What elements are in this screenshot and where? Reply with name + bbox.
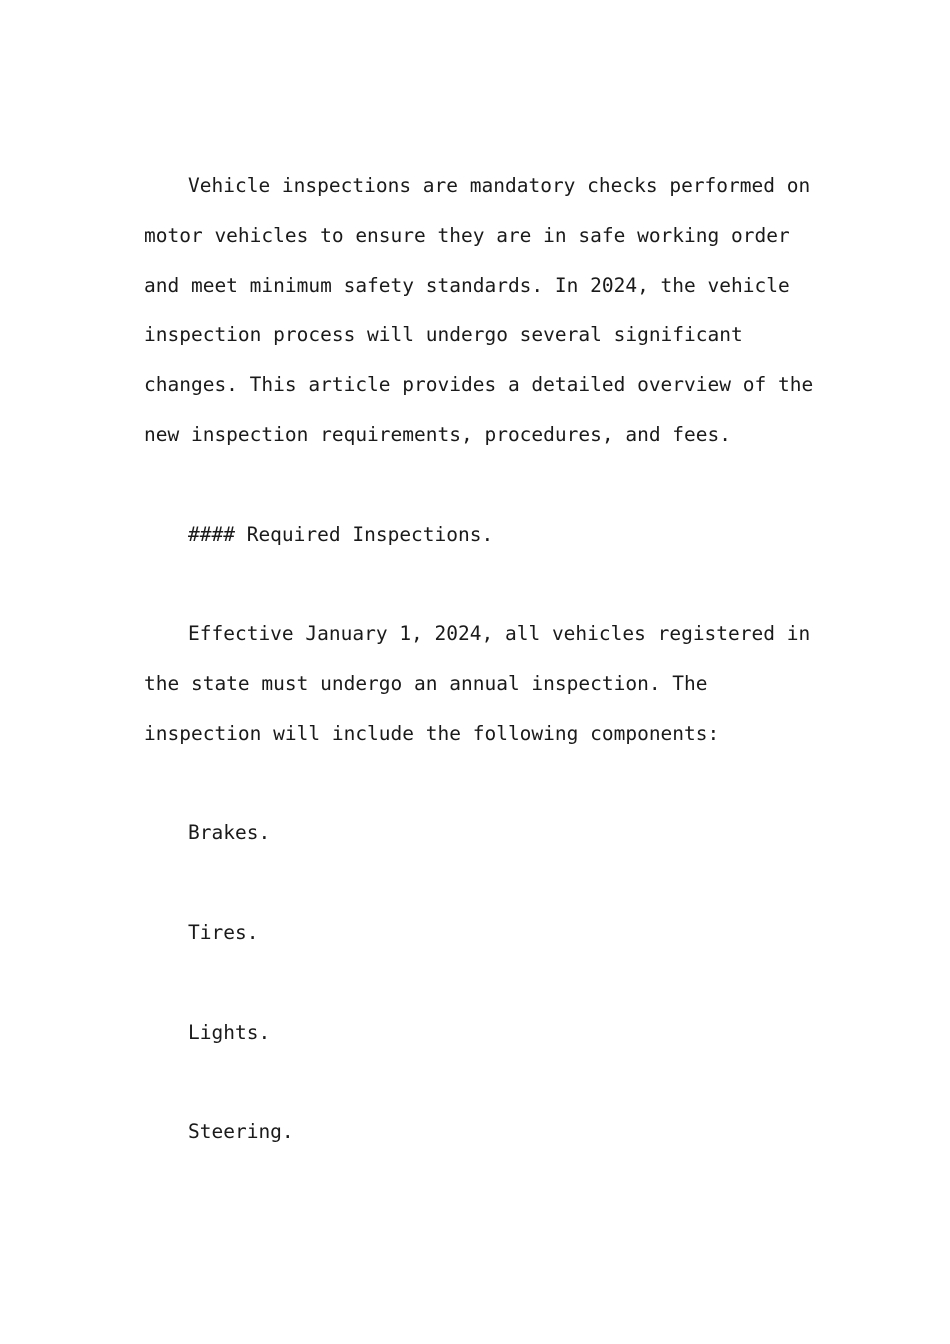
component-item-brakes: Brakes. [188, 821, 271, 845]
component-item-lights: Lights. [188, 1020, 271, 1044]
paragraph-gap [144, 559, 824, 609]
paragraph-gap [144, 858, 824, 908]
paragraph-gap [144, 958, 824, 1008]
document-body [144, 161, 824, 1157]
component-item-steering: Steering. [188, 1120, 294, 1144]
paragraph-gap [144, 460, 824, 510]
component-item-tires: Tires. [188, 920, 259, 944]
requirements-paragraph: Effective January 1, 2024, all vehicles registered in the state must undergo an annual inspection. The inspection will include the following components: [144, 622, 811, 745]
paragraph-gap [144, 1057, 824, 1107]
intro-paragraph: Vehicle inspections are mandatory checks performed on motor vehicles to ensure they are in safe working order and meet minimum safety standards. In 2024, the vehicle inspection process will undergo several significant changes. This article provides a detailed overview of the new inspection requirements, procedures, and fees. [144, 174, 814, 446]
paragraph-gap [144, 759, 824, 809]
section-heading-required-inspections: #### Required Inspections. [188, 522, 494, 546]
